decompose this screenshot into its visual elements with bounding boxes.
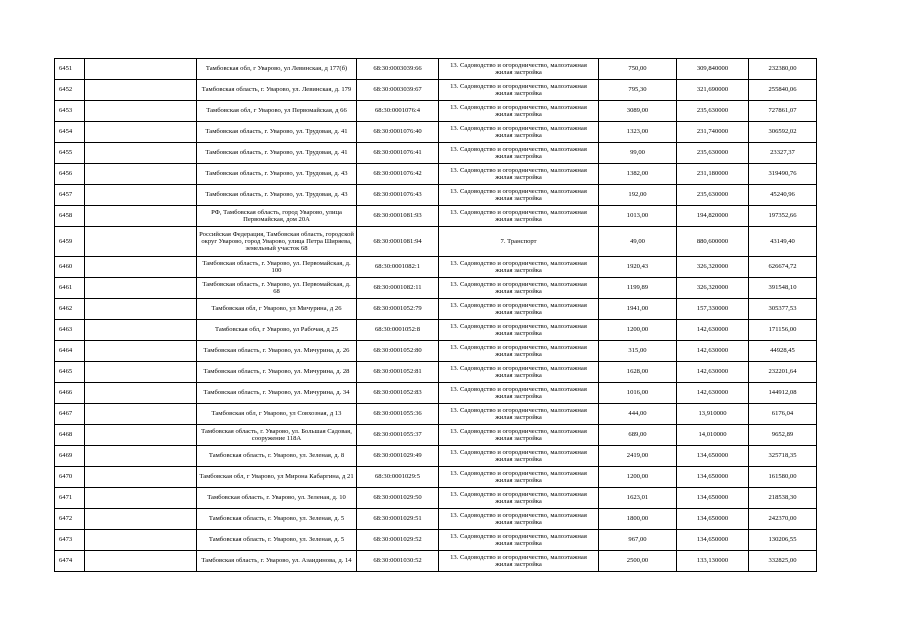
address-cell: Тамбовская область, г. Уварово, ул. Трудовая, д. 43 xyxy=(197,164,357,185)
address-cell: Тамбовская область, г. Уварово, ул. Мичурина, д. 34 xyxy=(197,383,357,404)
address-cell: Тамбовская обл, г Уварово, ул Совхозная, д 13 xyxy=(197,404,357,425)
land-use-cell: 13. Садоводство и огородничество, малоэтажная жилая застройка xyxy=(439,206,599,227)
row-number-cell: 6462 xyxy=(55,299,85,320)
cadastral-value-cell: 44928,45 xyxy=(749,341,817,362)
cadastral-number-cell: 68:30:0001081:93 xyxy=(357,206,439,227)
cadastral-number-cell: 68:30:0001082:11 xyxy=(357,278,439,299)
spacer-cell xyxy=(85,185,197,206)
land-use-cell: 13. Садоводство и огородничество, малоэтажная жилая застройка xyxy=(439,143,599,164)
row-number-cell: 6464 xyxy=(55,341,85,362)
cadastral-value-cell: 332825,00 xyxy=(749,551,817,572)
specific-value-cell: 326,320000 xyxy=(677,278,749,299)
area-cell: 750,00 xyxy=(599,59,677,80)
row-number-cell: 6463 xyxy=(55,320,85,341)
area-cell: 444,00 xyxy=(599,404,677,425)
row-number-cell: 6454 xyxy=(55,122,85,143)
specific-value-cell: 142,630000 xyxy=(677,320,749,341)
row-number-cell: 6470 xyxy=(55,467,85,488)
land-use-cell: 13. Садоводство и огородничество, малоэтажная жилая застройка xyxy=(439,101,599,122)
land-use-cell: 13. Садоводство и огородничество, малоэтажная жилая застройка xyxy=(439,530,599,551)
area-cell: 1199,89 xyxy=(599,278,677,299)
specific-value-cell: 14,010000 xyxy=(677,425,749,446)
specific-value-cell: 142,630000 xyxy=(677,341,749,362)
land-use-cell: 13. Садоводство и огородничество, малоэтажная жилая застройка xyxy=(439,404,599,425)
spacer-cell xyxy=(85,425,197,446)
table-row xyxy=(55,467,817,488)
cadastral-value-cell: 727861,07 xyxy=(749,101,817,122)
specific-value-cell: 235,630000 xyxy=(677,143,749,164)
spacer-cell xyxy=(85,509,197,530)
land-use-cell: 13. Садоводство и огородничество, малоэтажная жилая застройка xyxy=(439,362,599,383)
table-row xyxy=(55,143,817,164)
cadastral-value-cell: 305377,53 xyxy=(749,299,817,320)
specific-value-cell: 231,180000 xyxy=(677,164,749,185)
spacer-cell xyxy=(85,227,197,257)
address-cell: Российская Федерация, Тамбовская область, городской округ Уварово, город Уварово, улица Петра Ширяева, земельный участок 68 xyxy=(197,227,357,257)
address-cell: Тамбовская обл, г Уварово, ул Мичурина, д 26 xyxy=(197,299,357,320)
table-row xyxy=(55,362,817,383)
table-row xyxy=(55,383,817,404)
cadastral-number-cell: 68:30:0001076:41 xyxy=(357,143,439,164)
address-cell: Тамбовская область, г. Уварово, ул. Трудовая, д. 43 xyxy=(197,185,357,206)
specific-value-cell: 235,630000 xyxy=(677,101,749,122)
cadastral-value-cell: 43149,40 xyxy=(749,227,817,257)
area-cell: 2419,00 xyxy=(599,446,677,467)
row-number-cell: 6453 xyxy=(55,101,85,122)
table-row xyxy=(55,101,817,122)
land-use-cell: 7. Транспорт xyxy=(439,227,599,257)
spacer-cell xyxy=(85,101,197,122)
address-cell: Тамбовская область, г. Уварово, ул. Трудовая, д. 41 xyxy=(197,122,357,143)
area-cell: 49,00 xyxy=(599,227,677,257)
cadastral-number-cell: 68:30:0001029:5 xyxy=(357,467,439,488)
specific-value-cell: 309,840000 xyxy=(677,59,749,80)
area-cell: 689,00 xyxy=(599,425,677,446)
address-cell: Тамбовская обл, г Уварово, ул Первомайская, д 66 xyxy=(197,101,357,122)
cadastral-number-cell: 68:30:0001029:49 xyxy=(357,446,439,467)
area-cell: 1016,00 xyxy=(599,383,677,404)
cadastral-number-cell: 68:30:0001029:50 xyxy=(357,488,439,509)
row-number-cell: 6455 xyxy=(55,143,85,164)
specific-value-cell: 134,650000 xyxy=(677,488,749,509)
row-number-cell: 6465 xyxy=(55,362,85,383)
table-row xyxy=(55,530,817,551)
address-cell: Тамбовская область, г. Уварово, ул. Зеленая, д. 5 xyxy=(197,509,357,530)
address-cell: Тамбовская область, г. Уварово, ул. Левинская, д. 179 xyxy=(197,80,357,101)
cadastral-number-cell: 68:30:0003039:66 xyxy=(357,59,439,80)
spacer-cell xyxy=(85,383,197,404)
specific-value-cell: 326,320000 xyxy=(677,257,749,278)
area-cell: 1623,01 xyxy=(599,488,677,509)
area-cell: 1382,00 xyxy=(599,164,677,185)
table-row xyxy=(55,122,817,143)
table-row xyxy=(55,185,817,206)
row-number-cell: 6466 xyxy=(55,383,85,404)
row-number-cell: 6467 xyxy=(55,404,85,425)
spacer-cell xyxy=(85,320,197,341)
address-cell: Тамбовская область, г. Уварово, ул. Большая Садовая, сооружение 118А xyxy=(197,425,357,446)
table-row xyxy=(55,551,817,572)
table-body xyxy=(55,59,817,572)
cadastral-value-cell: 232201,64 xyxy=(749,362,817,383)
table-row xyxy=(55,404,817,425)
cadastral-number-cell: 68:30:0001076:43 xyxy=(357,185,439,206)
spacer-cell xyxy=(85,404,197,425)
cadastral-value-cell: 391548,10 xyxy=(749,278,817,299)
cadastral-number-cell: 68:30:0001052:81 xyxy=(357,362,439,383)
spacer-cell xyxy=(85,80,197,101)
cadastral-value-cell: 23327,37 xyxy=(749,143,817,164)
address-cell: Тамбовская область, г. Уварово, ул. Первомайская, д. 68 xyxy=(197,278,357,299)
address-cell: Тамбовская область, г. Уварово, ул. Первомайская, д. 100 xyxy=(197,257,357,278)
table-row xyxy=(55,446,817,467)
row-number-cell: 6474 xyxy=(55,551,85,572)
cadastral-value-cell: 161580,00 xyxy=(749,467,817,488)
table-row xyxy=(55,299,817,320)
cadastral-value-cell: 255840,06 xyxy=(749,80,817,101)
cadastral-value-cell: 171156,00 xyxy=(749,320,817,341)
area-cell: 315,00 xyxy=(599,341,677,362)
table-row xyxy=(55,206,817,227)
row-number-cell: 6469 xyxy=(55,446,85,467)
land-use-cell: 13. Садоводство и огородничество, малоэтажная жилая застройка xyxy=(439,467,599,488)
area-cell: 795,30 xyxy=(599,80,677,101)
cadastral-value-table xyxy=(54,58,817,572)
area-cell: 1200,00 xyxy=(599,467,677,488)
land-use-cell: 13. Садоводство и огородничество, малоэтажная жилая застройка xyxy=(439,257,599,278)
spacer-cell xyxy=(85,143,197,164)
row-number-cell: 6457 xyxy=(55,185,85,206)
cadastral-value-cell: 9652,89 xyxy=(749,425,817,446)
cadastral-number-cell: 68:30:0001076:40 xyxy=(357,122,439,143)
table-row xyxy=(55,488,817,509)
spacer-cell xyxy=(85,488,197,509)
table-row xyxy=(55,320,817,341)
land-use-cell: 13. Садоводство и огородничество, малоэтажная жилая застройка xyxy=(439,551,599,572)
cadastral-value-cell: 242370,00 xyxy=(749,509,817,530)
address-cell: Тамбовская область, г. Уварово, ул. Зеленая, д. 10 xyxy=(197,488,357,509)
cadastral-value-cell: 130206,55 xyxy=(749,530,817,551)
spacer-cell xyxy=(85,530,197,551)
table-row xyxy=(55,59,817,80)
cadastral-value-cell: 325718,35 xyxy=(749,446,817,467)
row-number-cell: 6456 xyxy=(55,164,85,185)
table-row xyxy=(55,425,817,446)
land-use-cell: 13. Садоводство и огородничество, малоэтажная жилая застройка xyxy=(439,446,599,467)
spacer-cell xyxy=(85,257,197,278)
cadastral-value-cell: 197352,66 xyxy=(749,206,817,227)
area-cell: 3089,00 xyxy=(599,101,677,122)
area-cell: 967,00 xyxy=(599,530,677,551)
area-cell: 1941,00 xyxy=(599,299,677,320)
specific-value-cell: 142,630000 xyxy=(677,383,749,404)
row-number-cell: 6460 xyxy=(55,257,85,278)
cadastral-value-cell: 144912,08 xyxy=(749,383,817,404)
land-use-cell: 13. Садоводство и огородничество, малоэтажная жилая застройка xyxy=(439,80,599,101)
area-cell: 2500,00 xyxy=(599,551,677,572)
cadastral-value-cell: 218538,30 xyxy=(749,488,817,509)
land-use-cell: 13. Садоводство и огородничество, малоэтажная жилая застройка xyxy=(439,299,599,320)
area-cell: 192,00 xyxy=(599,185,677,206)
specific-value-cell: 13,910000 xyxy=(677,404,749,425)
cadastral-number-cell: 68:30:0001082:1 xyxy=(357,257,439,278)
spacer-cell xyxy=(85,341,197,362)
spacer-cell xyxy=(85,362,197,383)
specific-value-cell: 194,820000 xyxy=(677,206,749,227)
cadastral-value-cell: 306592,02 xyxy=(749,122,817,143)
cadastral-value-cell: 6176,04 xyxy=(749,404,817,425)
spacer-cell xyxy=(85,551,197,572)
address-cell: Тамбовская обл, г Уварово, ул Мирона Кабаргина, д 21 xyxy=(197,467,357,488)
cadastral-number-cell: 68:30:0001076:42 xyxy=(357,164,439,185)
spacer-cell xyxy=(85,299,197,320)
table-row xyxy=(55,278,817,299)
specific-value-cell: 134,650000 xyxy=(677,530,749,551)
address-cell: Тамбовская область, г. Уварово, ул. Азаидинова, д. 14 xyxy=(197,551,357,572)
table-row xyxy=(55,341,817,362)
row-number-cell: 6473 xyxy=(55,530,85,551)
area-cell: 1200,00 xyxy=(599,320,677,341)
cadastral-number-cell: 68:30:0001055:37 xyxy=(357,425,439,446)
spacer-cell xyxy=(85,164,197,185)
specific-value-cell: 231,740000 xyxy=(677,122,749,143)
table-row xyxy=(55,257,817,278)
row-number-cell: 6468 xyxy=(55,425,85,446)
spacer-cell xyxy=(85,467,197,488)
area-cell: 1323,00 xyxy=(599,122,677,143)
cadastral-number-cell: 68:30:0001052:83 xyxy=(357,383,439,404)
land-use-cell: 13. Садоводство и огородничество, малоэтажная жилая застройка xyxy=(439,488,599,509)
row-number-cell: 6459 xyxy=(55,227,85,257)
cadastral-number-cell: 68:30:0001055:36 xyxy=(357,404,439,425)
specific-value-cell: 134,650000 xyxy=(677,509,749,530)
land-use-cell: 13. Садоводство и огородничество, малоэтажная жилая застройка xyxy=(439,341,599,362)
area-cell: 1800,00 xyxy=(599,509,677,530)
area-cell: 1013,00 xyxy=(599,206,677,227)
specific-value-cell: 142,630000 xyxy=(677,362,749,383)
spacer-cell xyxy=(85,59,197,80)
spacer-cell xyxy=(85,446,197,467)
address-cell: Тамбовская обл, г Уварово, ул Левинская, д 177(б) xyxy=(197,59,357,80)
address-cell: Тамбовская обл, г Уварово, ул Рабочая, д 25 xyxy=(197,320,357,341)
row-number-cell: 6452 xyxy=(55,80,85,101)
cadastral-value-cell: 232380,00 xyxy=(749,59,817,80)
specific-value-cell: 235,630000 xyxy=(677,185,749,206)
cadastral-number-cell: 68:30:0001052:79 xyxy=(357,299,439,320)
specific-value-cell: 134,650000 xyxy=(677,446,749,467)
specific-value-cell: 157,330000 xyxy=(677,299,749,320)
land-use-cell: 13. Садоводство и огородничество, малоэтажная жилая застройка xyxy=(439,122,599,143)
cadastral-value-cell: 626674,72 xyxy=(749,257,817,278)
cadastral-number-cell: 68:30:0003039:67 xyxy=(357,80,439,101)
land-use-cell: 13. Садоводство и огородничество, малоэтажная жилая застройка xyxy=(439,164,599,185)
cadastral-value-cell: 319490,76 xyxy=(749,164,817,185)
land-use-cell: 13. Садоводство и огородничество, малоэтажная жилая застройка xyxy=(439,59,599,80)
area-cell: 99,00 xyxy=(599,143,677,164)
specific-value-cell: 134,650000 xyxy=(677,467,749,488)
spacer-cell xyxy=(85,122,197,143)
land-use-cell: 13. Садоводство и огородничество, малоэтажная жилая застройка xyxy=(439,383,599,404)
spacer-cell xyxy=(85,278,197,299)
specific-value-cell: 880,600000 xyxy=(677,227,749,257)
cadastral-number-cell: 68:30:0001076:4 xyxy=(357,101,439,122)
area-cell: 1628,00 xyxy=(599,362,677,383)
table-row xyxy=(55,80,817,101)
land-use-cell: 13. Садоводство и огородничество, малоэтажная жилая застройка xyxy=(439,185,599,206)
address-cell: Тамбовская область, г. Уварово, ул. Мичурина, д. 26 xyxy=(197,341,357,362)
address-cell: РФ, Тамбовская область, город Уварово, улица Первомайская, дом 20А xyxy=(197,206,357,227)
row-number-cell: 6451 xyxy=(55,59,85,80)
cadastral-number-cell: 68:30:0001052:8 xyxy=(357,320,439,341)
table-row xyxy=(55,164,817,185)
row-number-cell: 6472 xyxy=(55,509,85,530)
row-number-cell: 6461 xyxy=(55,278,85,299)
address-cell: Тамбовская область, г. Уварово, ул. Зеленая, д. 8 xyxy=(197,446,357,467)
table-row xyxy=(55,509,817,530)
specific-value-cell: 321,690000 xyxy=(677,80,749,101)
specific-value-cell: 133,130000 xyxy=(677,551,749,572)
land-use-cell: 13. Садоводство и огородничество, малоэтажная жилая застройка xyxy=(439,278,599,299)
spacer-cell xyxy=(85,206,197,227)
address-cell: Тамбовская область, г. Уварово, ул. Зеленая, д. 5 xyxy=(197,530,357,551)
row-number-cell: 6458 xyxy=(55,206,85,227)
cadastral-number-cell: 68:30:0001029:52 xyxy=(357,530,439,551)
cadastral-number-cell: 68:30:0001029:51 xyxy=(357,509,439,530)
address-cell: Тамбовская область, г. Уварово, ул. Трудовая, д. 41 xyxy=(197,143,357,164)
table-row xyxy=(55,227,817,257)
area-cell: 1920,43 xyxy=(599,257,677,278)
land-use-cell: 13. Садоводство и огородничество, малоэтажная жилая застройка xyxy=(439,425,599,446)
cadastral-number-cell: 68:30:0001030:52 xyxy=(357,551,439,572)
row-number-cell: 6471 xyxy=(55,488,85,509)
address-cell: Тамбовская область, г. Уварово, ул. Мичурина, д. 28 xyxy=(197,362,357,383)
land-use-cell: 13. Садоводство и огородничество, малоэтажная жилая застройка xyxy=(439,320,599,341)
land-use-cell: 13. Садоводство и огородничество, малоэтажная жилая застройка xyxy=(439,509,599,530)
cadastral-number-cell: 68:30:0001052:80 xyxy=(357,341,439,362)
cadastral-value-cell: 45240,96 xyxy=(749,185,817,206)
cadastral-number-cell: 68:30:0001081:94 xyxy=(357,227,439,257)
